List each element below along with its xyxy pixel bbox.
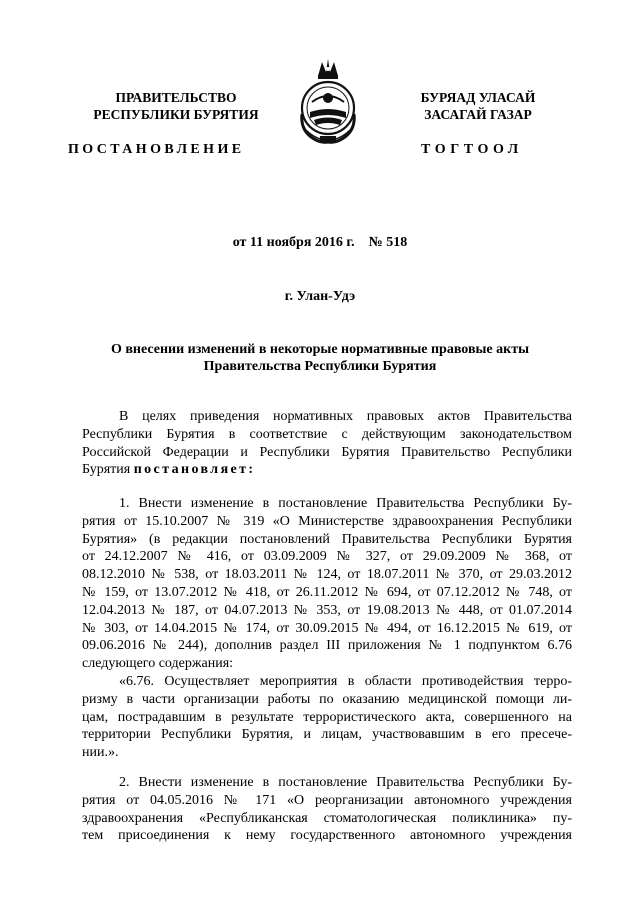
text-line: Республики Бурятия в соответствие с действующим законодательством (82, 426, 572, 442)
paragraph-2 (82, 774, 572, 845)
text-line: рятия от 15.10.2007 № 319 «О Министерстве здравоохранения Республики (82, 513, 572, 529)
header-left-line1: ПРАВИТЕЛЬСТВО (115, 90, 237, 105)
doc-type-right: ТОГТООЛ (421, 142, 523, 157)
text-line: 09.06.2016 № 244), дополнив раздел III приложения № 1 подпунктом 6.76 (82, 638, 572, 654)
resolves-keyword: постановляет: (133, 462, 256, 478)
text-line: ризму в части организации работы по оказанию медицинской помощи ли- (82, 691, 572, 707)
text-line: 08.12.2010 № 538, от 18.03.2011 № 124, от 18.07.2011 № 370, от 29.03.2012 (82, 567, 572, 583)
header-right (378, 89, 578, 123)
text-line: от 24.12.2007 № 416, от 03.09.2009 № 327, от 29.09.2009 № 368, от (82, 549, 572, 565)
text-line: 2. Внести изменение в постановление Правительства Республики Бу- (119, 775, 572, 790)
text-line: территории Республики Бурятия, и лицам, участвовавшим в его пресече- (82, 727, 572, 743)
text-line: тем присоединения к нему государственного автономного учреждения (82, 828, 572, 844)
quoted-subpoint (82, 673, 572, 762)
document-title-line2: Правительства Республики Бурятия (203, 359, 437, 374)
text-line: В целях приведения нормативных правовых актов Правительства (119, 409, 572, 424)
header-right-line2: ЗАСАГАЙ ГАЗАР (424, 107, 532, 122)
text-line: здравоохранения «Республиканская стоматологическая поликлиника» пу- (82, 810, 572, 826)
intro-last-prefix: Бурятия (82, 462, 134, 478)
text-line: цам, пострадавшим в результате террористического акта, совершенного на (82, 709, 572, 725)
text-line (82, 461, 572, 479)
date-and-number: от 11 ноября 2016 г. № 518 (232, 235, 408, 250)
document-title-line1: О внесении изменений в некоторые нормативные правовые акты (110, 342, 530, 357)
header-right-line1: БУРЯАД УЛАСАЙ (420, 90, 536, 105)
paragraph-1 (82, 495, 572, 673)
text-line: «6.76. Осуществляет мероприятия в области противодействия терро- (119, 674, 572, 689)
text-line: Бурятия» (в редакции постановлений Правительства Республики Бурятия (82, 531, 572, 547)
header-left-line2: РЕСПУБЛИКИ БУРЯТИЯ (93, 107, 259, 122)
text-line: № 303, от 14.04.2015 № 174, от 30.09.2015 № 494, от 16.12.2015 № 619, от (82, 620, 572, 636)
header-left (68, 89, 284, 123)
city: г. Улан-Удэ (284, 289, 356, 304)
intro-paragraph (82, 408, 572, 479)
text-line: нии.». (82, 745, 119, 761)
text-line: рятия от 04.05.2016 № 171 «О реорганизации автономного учреждения (82, 792, 572, 808)
coat-of-arms-emblem (296, 56, 360, 146)
text-line: 12.04.2013 № 187, от 04.07.2013 № 353, от 19.08.2013 № 448, от 01.07.2014 (82, 602, 572, 618)
text-line: № 159, от 13.07.2012 № 418, от 26.11.2012 № 694, от 07.12.2012 № 748, от (82, 584, 572, 600)
doc-type-left: ПОСТАНОВЛЕНИЕ (68, 142, 245, 157)
text-line: Российской Федерации и Республики Бурятия Правительство Республики (82, 444, 572, 460)
text-line: следующего содержания: (82, 656, 234, 672)
text-line: 1. Внести изменение в постановление Правительства Республики Бу- (119, 496, 572, 511)
